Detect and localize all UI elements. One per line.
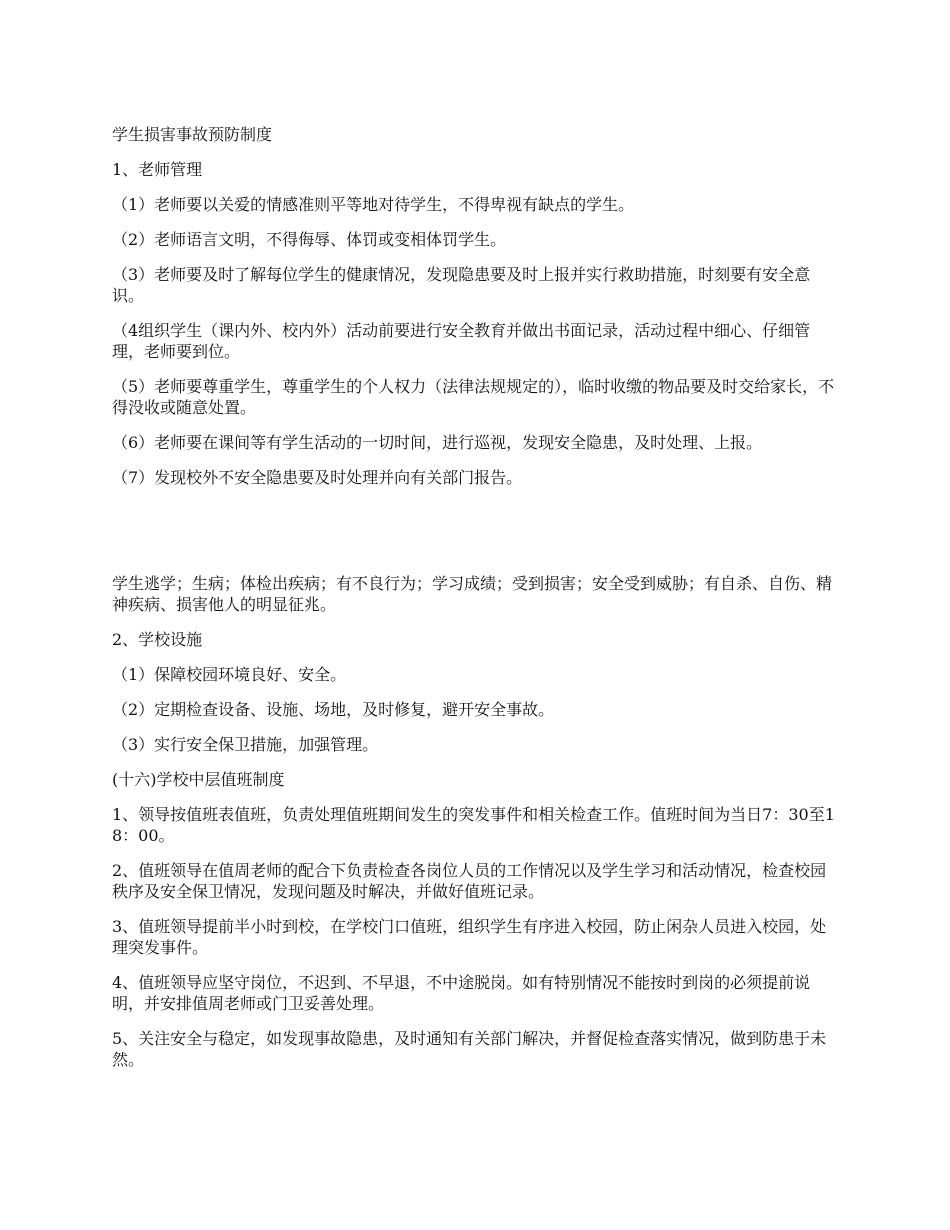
document-body xyxy=(112,124,838,1084)
paragraph: 1、领导按值班表值班，负责处理值班期间发生的突发事件和相关检查工作。值班时间为当日7：30至18：00。 xyxy=(112,805,835,845)
section-heading-school-facilities: 2、学校设施 xyxy=(112,630,203,649)
blank-gap xyxy=(112,502,838,573)
paragraph: （3）老师要及时了解每位学生的健康情况，发现隐患要及时上报并实行救助措施，时刻要有安全意识。 xyxy=(112,265,811,305)
paragraph: （1）老师要以关爱的情感准则平等地对待学生，不得卑视有缺点的学生。 xyxy=(112,195,635,214)
paragraph: 2、值班领导在值周老师的配合下负责检查各岗位人员的工作情况以及学生学习和活动情况，检查校园秩序及安全保卫情况，发现问题及时解决，并做好值班记录。 xyxy=(112,861,827,901)
paragraph: 3、值班领导提前半小时到校，在学校门口值班，组织学生有序进入校园，防止闲杂人员进入校园，处理突发事件。 xyxy=(112,917,827,957)
document-title: 学生损害事故预防制度 xyxy=(112,125,273,144)
paragraph: （2）定期检查设备、设施、场地，及时修复，避开安全事故。 xyxy=(112,700,555,719)
paragraph: 4、值班领导应坚守岗位，不迟到、不早退，不中途脱岗。如有特别情况不能按时到岗的必须提前说明，并安排值周老师或门卫妥善处理。 xyxy=(112,973,811,1013)
paragraph: （5）老师要尊重学生，尊重学生的个人权力（法律法规规定的），临时收缴的物品要及时交给家长，不得没收或随意处置。 xyxy=(112,377,835,417)
paragraph: （6）老师要在课间等有学生活动的一切时间，进行巡视，发现安全隐患，及时处理、上报。 xyxy=(112,433,763,452)
section-heading-teacher-management: 1、老师管理 xyxy=(112,160,203,179)
paragraph-situations: 学生逃学；生病；体检出疾病；有不良行为；学习成绩；受到损害；安全受到威胁；有自杀、自伤、精神疾病、损害他人的明显征兆。 xyxy=(112,574,833,614)
paragraph: 5、关注安全与稳定，如发现事故隐患，及时通知有关部门解决，并督促检查落实情况，做到防患于未然。 xyxy=(112,1029,827,1069)
paragraph: （2）老师语言文明，不得侮辱、体罚或变相体罚学生。 xyxy=(112,230,507,249)
paragraph: （1）保障校园环境良好、安全。 xyxy=(112,665,347,684)
paragraph: （7）发现校外不安全隐患要及时处理并向有关部门报告。 xyxy=(112,468,523,487)
paragraph: （3）实行安全保卫措施，加强管理。 xyxy=(112,735,379,754)
section-heading-duty-system: (十六)学校中层值班制度 xyxy=(112,770,285,789)
paragraph: （4组织学生（课内外、校内外）活动前要进行安全教育并做出书面记录，活动过程中细心、仔细管理，老师要到位。 xyxy=(112,321,811,361)
